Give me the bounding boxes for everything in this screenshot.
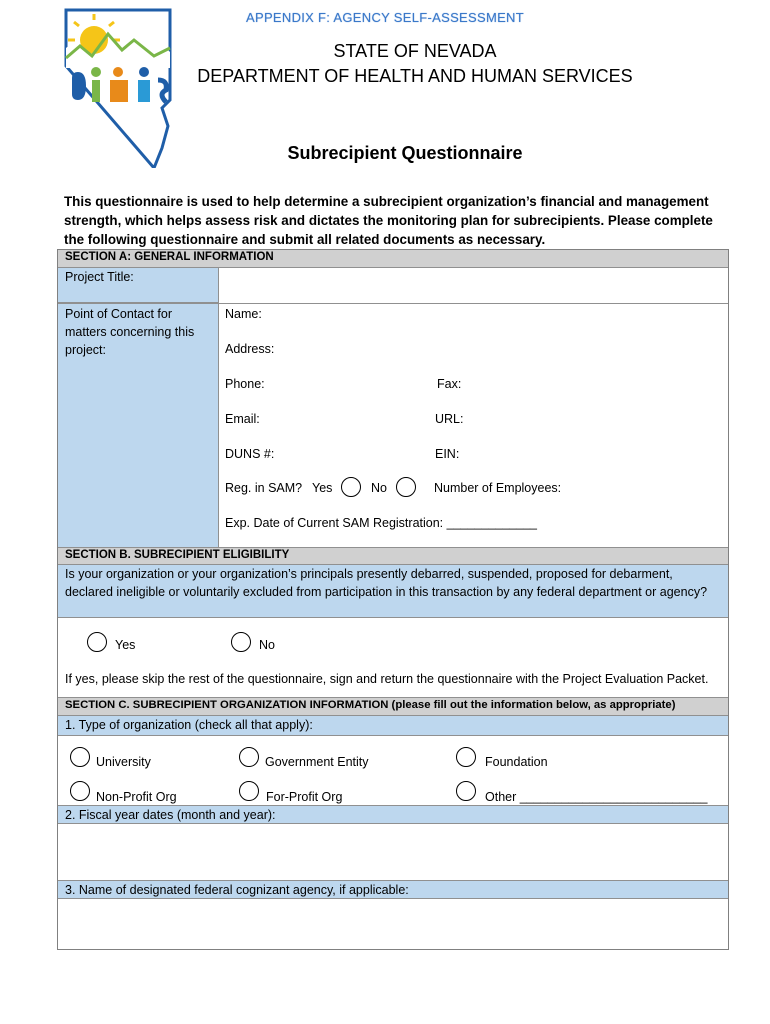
questionnaire-form (57, 249, 729, 950)
duns-label: DUNS #: (225, 447, 275, 461)
option-foundation: Foundation (485, 755, 548, 769)
cognizant-agency-field[interactable] (58, 899, 728, 949)
debarment-note: If yes, please skip the rest of the questionnaire, sign and return the questionnaire with the Project Evaluation Packet. (65, 672, 709, 686)
reg-sam-label: Reg. in SAM? (225, 481, 303, 495)
university-checkbox[interactable] (70, 747, 90, 767)
fax-label: Fax: (437, 377, 462, 391)
name-label: Name: (225, 307, 262, 321)
project-title-field[interactable] (219, 268, 728, 303)
cognizant-agency-question: 3. Name of designated federal cognizant agency, if applicable: (58, 881, 728, 899)
department-heading: DEPARTMENT OF HEALTH AND HUMAN SERVICES (197, 66, 633, 86)
appendix-label: APPENDIX F: AGENCY SELF-ASSESSMENT (246, 10, 524, 25)
page-title: Subrecipient Questionnaire (287, 143, 523, 163)
reg-sam-no-label: No (371, 481, 387, 495)
address-label: Address: (225, 342, 275, 356)
option-government-entity: Government Entity (265, 755, 369, 769)
section-b-header: SECTION B. SUBRECIPIENT ELIGIBILITY (58, 548, 728, 565)
option-non-profit: Non-Profit Org (96, 790, 177, 804)
section-a-header: SECTION A: GENERAL INFORMATION (58, 250, 728, 268)
debarment-yes-label: Yes (115, 638, 136, 652)
section-c-header: SECTION C. SUBRECIPIENT ORGANIZATION INFORMATION (please fill out the information below, as appropriate) (58, 698, 728, 716)
phone-label: Phone: (225, 377, 265, 391)
debarment-yes-radio[interactable] (87, 632, 107, 652)
ein-label: EIN: (435, 447, 460, 461)
option-for-profit: For-Profit Org (266, 790, 343, 804)
for-profit-checkbox[interactable] (239, 781, 259, 801)
organization-type-question: 1. Type of organization (check all that apply): (58, 716, 728, 736)
debarment-question: Is your organization or your organization’s principals presently debarred, suspended, proposed for debarment, declared ineligible or voluntarily excluded from participation in this transaction by any federal department or agency? (58, 565, 728, 618)
fiscal-year-question: 2. Fiscal year dates (month and year): (58, 806, 728, 824)
intro-text: This questionnaire is used to help determine a subrecipient organization’s financial and management strength, which helps assess risk and dictates the monitoring plan for subrecipients. Please complete the following questionnaire and submit all related documents as necessary. (64, 194, 713, 247)
foundation-checkbox[interactable] (456, 747, 476, 767)
sam-expiration-label: Exp. Date of Current SAM Registration: _____________ (225, 516, 537, 530)
email-label: Email: (225, 412, 260, 426)
government-entity-checkbox[interactable] (239, 747, 259, 767)
employees-label: Number of Employees: (434, 481, 562, 495)
reg-sam-yes-label: Yes (312, 481, 333, 495)
url-label: URL: (435, 412, 464, 426)
reg-sam-yes-radio[interactable] (341, 477, 361, 497)
non-profit-checkbox[interactable] (70, 781, 90, 801)
option-other: Other ___________________________ (485, 790, 708, 804)
debarment-no-radio[interactable] (231, 632, 251, 652)
other-checkbox[interactable] (456, 781, 476, 801)
debarment-no-label: No (259, 638, 275, 652)
reg-sam-no-radio[interactable] (396, 477, 416, 497)
option-university: University (96, 755, 151, 769)
fiscal-year-field[interactable] (58, 824, 728, 880)
state-heading: STATE OF NEVADA (333, 41, 497, 61)
point-of-contact-label: Point of Contact for matters concerning this project: (58, 304, 218, 547)
project-title-label: Project Title: (58, 268, 218, 303)
